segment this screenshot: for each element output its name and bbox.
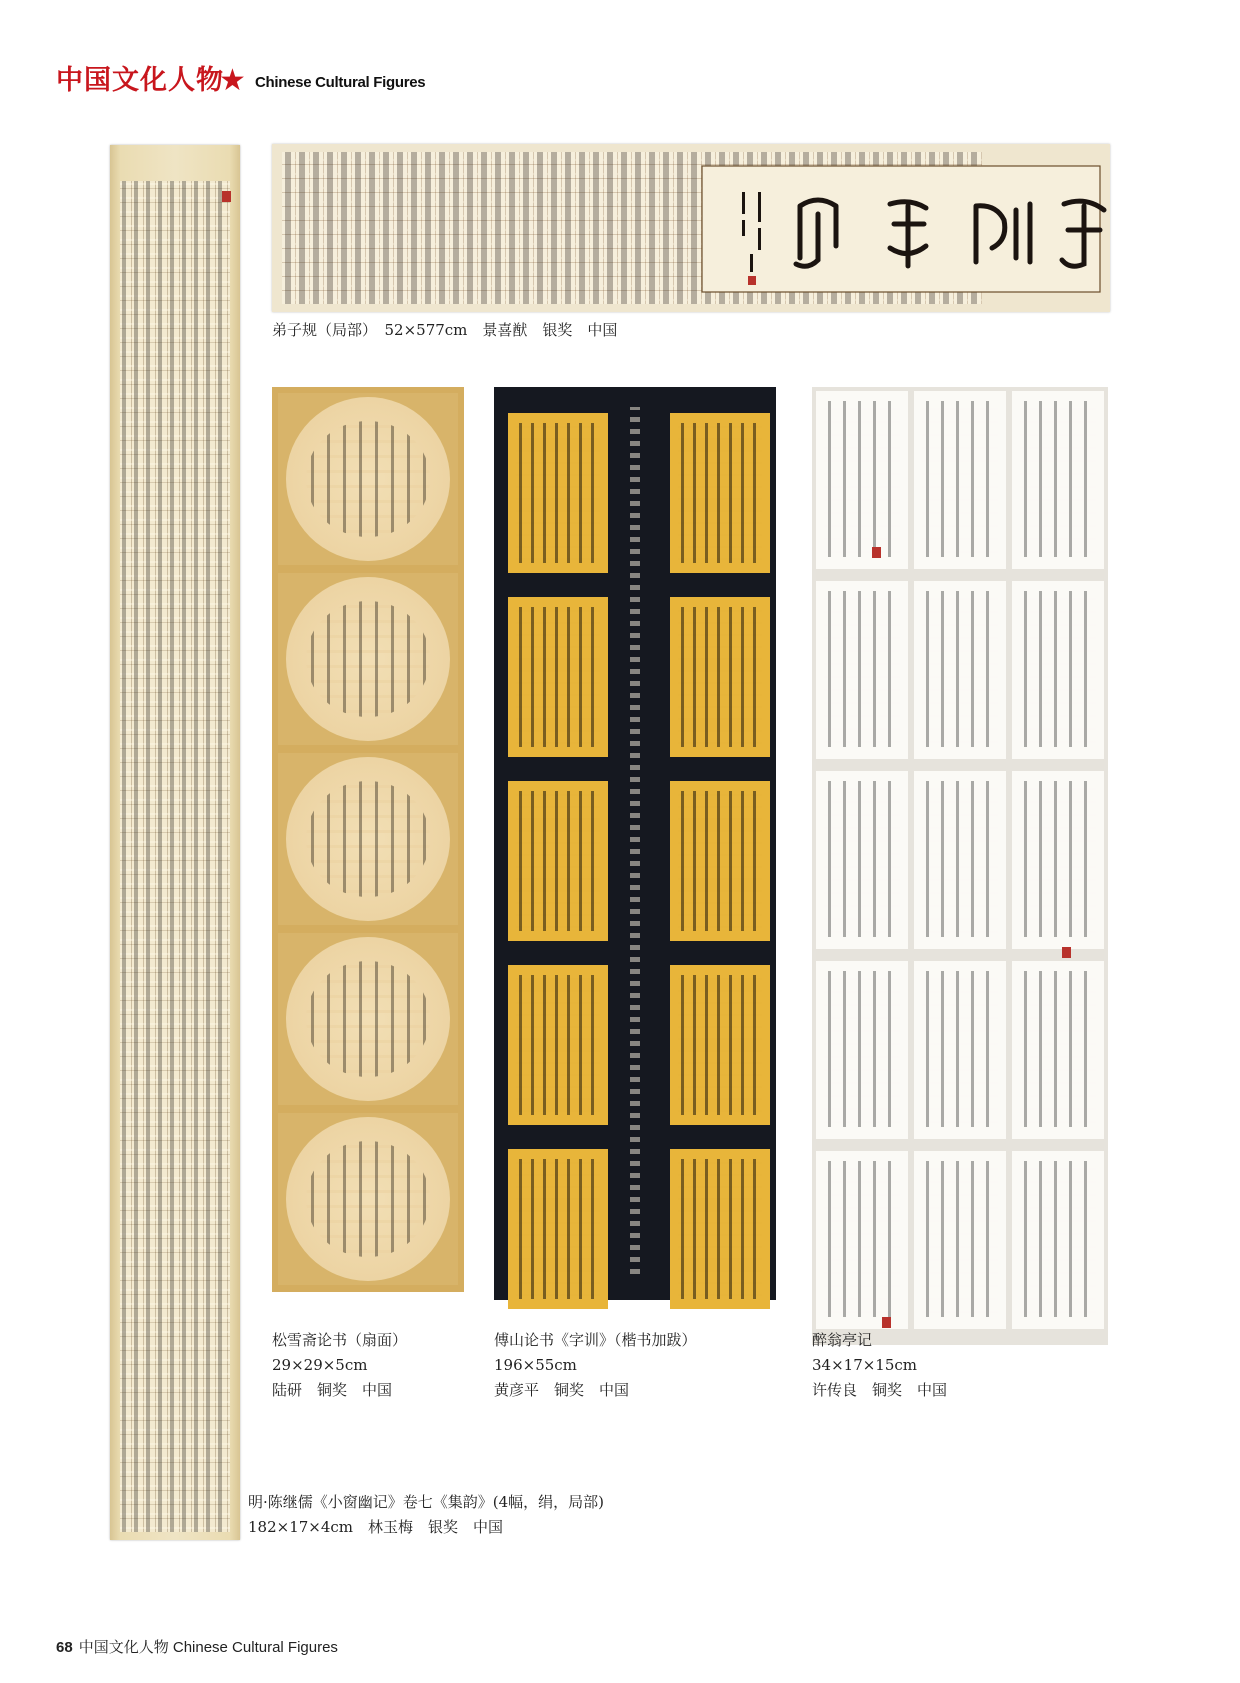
zuiweng-title: 醉翁亭记 (812, 1331, 873, 1349)
album-leaf (914, 581, 1006, 759)
gold-panel (508, 781, 608, 941)
scroll-calligraphy (120, 181, 230, 1532)
gold-panel (508, 413, 608, 573)
artwork-zuiweng-image (812, 387, 1108, 1345)
caption-fan (272, 1328, 407, 1403)
caption-zuiweng (812, 1328, 947, 1403)
scroll-title: 明·陈继儒《小窗幽记》卷七《集韵》(4幅，绢，局部) (248, 1493, 605, 1511)
artwork-fan-image (272, 387, 464, 1292)
artwork-fushan-image (494, 387, 776, 1300)
seal-stamp (872, 547, 881, 558)
fan-size: 29×29×5cm (272, 1356, 368, 1374)
magazine-title-cn: 中国文化人物 (56, 65, 224, 96)
magazine-title-en: Chinese Cultural Figures (255, 74, 426, 91)
fan-leaf (278, 1113, 458, 1285)
page-number: 68 (56, 1639, 73, 1656)
album-leaf (816, 391, 908, 569)
gold-panel (508, 597, 608, 757)
gold-panel (670, 1149, 770, 1309)
album-leaf (1012, 581, 1104, 759)
caption-fushan (494, 1328, 697, 1403)
artwork-dizigui-image (272, 144, 1110, 312)
artwork-scroll-image (110, 145, 240, 1540)
album-leaf (914, 391, 1006, 569)
album-leaf (1012, 771, 1104, 949)
fan-title: 松雪斋论书（扇面） (272, 1331, 408, 1349)
album-leaf (914, 771, 1006, 949)
scroll-size-author: 182×17×4cm 林玉梅 银奖 中国 (248, 1518, 504, 1536)
gold-panel (508, 1149, 608, 1309)
gold-panel (670, 413, 770, 573)
star-icon: ★ (219, 63, 246, 98)
fushan-title: 傅山论书《字训》（楷书加跋） (494, 1331, 697, 1349)
zuiweng-author-award: 许传良 铜奖 中国 (812, 1381, 948, 1399)
album-leaf (914, 961, 1006, 1139)
album-leaf (816, 581, 908, 759)
seal-stamp (222, 191, 231, 202)
caption-scroll (248, 1490, 604, 1540)
fan-leaf (278, 753, 458, 925)
fushan-author-award: 黄彦平 铜奖 中国 (494, 1381, 630, 1399)
album-leaf (1012, 391, 1104, 569)
caption-dizigui: 弟子规（局部） 52×577cm 景喜猷 银奖 中国 (272, 321, 618, 339)
fushan-size: 196×55cm (494, 1356, 577, 1374)
fan-leaf (278, 933, 458, 1105)
album-leaf (1012, 1151, 1104, 1329)
album-leaf (914, 1151, 1006, 1329)
gold-panel (670, 781, 770, 941)
album-leaf (1012, 961, 1104, 1139)
colophon-text (630, 407, 640, 1277)
dizigui-title-panel (272, 144, 1110, 312)
gold-panel (508, 965, 608, 1125)
fan-leaf (278, 573, 458, 745)
footer-text: 中国文化人物 Chinese Cultural Figures (78, 1639, 338, 1656)
gold-panel (670, 597, 770, 757)
seal-stamp (882, 1317, 891, 1328)
gold-panel (670, 965, 770, 1125)
seal-stamp (1062, 947, 1071, 958)
page-footer (56, 1636, 338, 1657)
album-leaf (816, 771, 908, 949)
zuiweng-size: 34×17×15cm (812, 1356, 918, 1374)
album-leaf (816, 1151, 908, 1329)
fan-leaf (278, 393, 458, 565)
album-leaf (816, 961, 908, 1139)
fan-author-award: 陆研 铜奖 中国 (272, 1381, 393, 1399)
